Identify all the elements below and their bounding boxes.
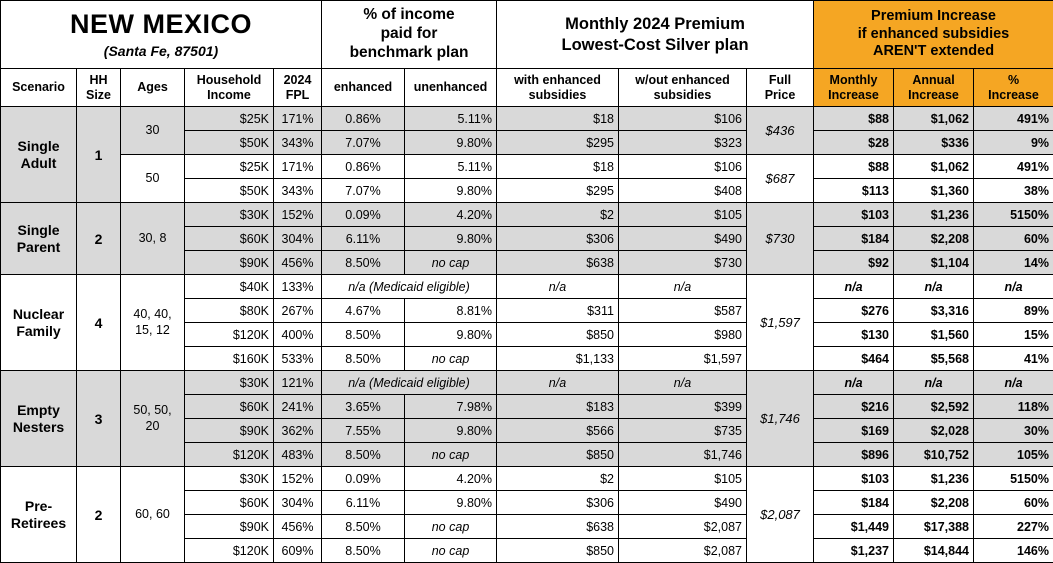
percent-increase-value: 89% <box>974 299 1053 323</box>
scenario-label: Pre- Retirees <box>1 467 77 563</box>
unenhanced-pct-value: 9.80% <box>405 491 497 515</box>
premium-with-enhanced-subsidies: $638 <box>497 251 619 275</box>
annual-increase-value: $10,752 <box>894 443 974 467</box>
unenhanced-pct-value: 9.80% <box>405 131 497 155</box>
annual-increase-value: $17,388 <box>894 515 974 539</box>
fpl-value: 533% <box>274 347 322 371</box>
percent-increase-value: 38% <box>974 179 1053 203</box>
percent-increase-value: 146% <box>974 539 1053 563</box>
monthly-increase-value: $88 <box>814 155 894 179</box>
header-scenario: Scenario <box>1 69 77 107</box>
premium-without-enhanced-subsidies: $2,087 <box>619 539 747 563</box>
fpl-value: 456% <box>274 515 322 539</box>
premium-with-enhanced-subsidies: $2 <box>497 203 619 227</box>
annual-increase-value: $1,062 <box>894 107 974 131</box>
hh-size-value: 1 <box>77 107 121 203</box>
full-price-value: $730 <box>747 203 814 275</box>
premium-without-enhanced-subsidies: $490 <box>619 227 747 251</box>
full-price-value: $1,746 <box>747 371 814 467</box>
premium-with-enhanced-subsidies: $311 <box>497 299 619 323</box>
fpl-value: 456% <box>274 251 322 275</box>
premium-with-enhanced-subsidies: $295 <box>497 131 619 155</box>
premium-without-enhanced-subsidies: $105 <box>619 467 747 491</box>
premium-with-enhanced-subsidies: $2 <box>497 467 619 491</box>
household-income-value: $80K <box>185 299 274 323</box>
ages-value: 30 <box>121 107 185 155</box>
header-unenhanced: unenhanced <box>405 69 497 107</box>
annual-increase-value: $2,208 <box>894 491 974 515</box>
premium-without-enhanced-subsidies: $1,597 <box>619 347 747 371</box>
percent-increase-value: 118% <box>974 395 1053 419</box>
annual-increase-value: $1,104 <box>894 251 974 275</box>
fpl-value: 171% <box>274 107 322 131</box>
full-price-value: $1,597 <box>747 275 814 371</box>
header-ages: Ages <box>121 69 185 107</box>
household-income-value: $60K <box>185 491 274 515</box>
table-row <box>1 107 1053 131</box>
monthly-increase-value: $276 <box>814 299 894 323</box>
full-price-value: $2,087 <box>747 467 814 563</box>
household-income-value: $120K <box>185 539 274 563</box>
percent-increase-value: 105% <box>974 443 1053 467</box>
premium-without-enhanced-subsidies: $980 <box>619 323 747 347</box>
unenhanced-pct-value: 5.11% <box>405 155 497 179</box>
monthly-increase-value: $184 <box>814 491 894 515</box>
enhanced-pct-value: 7.55% <box>322 419 405 443</box>
unenhanced-pct-value: 4.20% <box>405 203 497 227</box>
household-income-value: $30K <box>185 371 274 395</box>
medicaid-note: n/a (Medicaid eligible) <box>322 371 497 395</box>
full-price-value: $687 <box>747 155 814 203</box>
premium-without-enhanced-subsidies: $408 <box>619 179 747 203</box>
percent-increase-value: 227% <box>974 515 1053 539</box>
annual-increase-value: $2,208 <box>894 227 974 251</box>
percent-increase-value: 491% <box>974 107 1053 131</box>
household-income-value: $50K <box>185 179 274 203</box>
premium-with-enhanced-subsidies: $306 <box>497 227 619 251</box>
ages-value: 40, 40, 15, 12 <box>121 275 185 371</box>
enhanced-pct-value: 7.07% <box>322 179 405 203</box>
premium-without-enhanced-subsidies: $106 <box>619 107 747 131</box>
annual-increase-value: $1,360 <box>894 179 974 203</box>
monthly-increase-value: $1,449 <box>814 515 894 539</box>
premium-without-enhanced-subsidies: $735 <box>619 419 747 443</box>
ages-value: 60, 60 <box>121 467 185 563</box>
fpl-value: 483% <box>274 443 322 467</box>
annual-increase-value: $1,560 <box>894 323 974 347</box>
premium-without-enhanced-subsidies: $730 <box>619 251 747 275</box>
hh-size-value: 2 <box>77 467 121 563</box>
monthly-increase-value: $1,237 <box>814 539 894 563</box>
annual-increase-value: $336 <box>894 131 974 155</box>
premium-without-enhanced-subsidies: $399 <box>619 395 747 419</box>
enhanced-pct-value: 0.86% <box>322 155 405 179</box>
household-income-value: $25K <box>185 107 274 131</box>
header-fpl: 2024 FPL <box>274 69 322 107</box>
fpl-value: 121% <box>274 371 322 395</box>
unenhanced-pct-value: 9.80% <box>405 179 497 203</box>
fpl-value: 304% <box>274 227 322 251</box>
city-zip: (Santa Fe, 87501) <box>5 43 317 60</box>
banner-row <box>1 1 1053 69</box>
scenario-label: Single Parent <box>1 203 77 275</box>
enhanced-pct-value: 8.50% <box>322 443 405 467</box>
annual-increase-value: $3,316 <box>894 299 974 323</box>
header-monthly-increase: Monthly Increase <box>814 69 894 107</box>
header-without-enhanced-subsidies: w/out enhanced subsidies <box>619 69 747 107</box>
premium-with-enhanced-subsidies: $566 <box>497 419 619 443</box>
enhanced-pct-value: 8.50% <box>322 251 405 275</box>
household-income-value: $40K <box>185 275 274 299</box>
annual-increase-value: $1,062 <box>894 155 974 179</box>
premium-with-enhanced-subsidies: $306 <box>497 491 619 515</box>
percent-increase-value: 14% <box>974 251 1053 275</box>
premium-with-enhanced-subsidies: n/a <box>497 371 619 395</box>
fpl-value: 362% <box>274 419 322 443</box>
table-row <box>1 467 1053 491</box>
household-income-value: $30K <box>185 467 274 491</box>
household-income-value: $30K <box>185 203 274 227</box>
annual-increase-value: n/a <box>894 371 974 395</box>
household-income-value: $60K <box>185 227 274 251</box>
premium-with-enhanced-subsidies: n/a <box>497 275 619 299</box>
premium-with-enhanced-subsidies: $638 <box>497 515 619 539</box>
unenhanced-pct-value: 8.81% <box>405 299 497 323</box>
monthly-increase-value: n/a <box>814 371 894 395</box>
unenhanced-pct-value: no cap <box>405 251 497 275</box>
fpl-value: 152% <box>274 203 322 227</box>
unenhanced-pct-value: no cap <box>405 515 497 539</box>
hh-size-value: 3 <box>77 371 121 467</box>
household-income-value: $120K <box>185 323 274 347</box>
table-row <box>1 275 1053 299</box>
annual-increase-value: $14,844 <box>894 539 974 563</box>
column-header-row <box>1 69 1053 107</box>
header-full-price: Full Price <box>747 69 814 107</box>
enhanced-pct-value: 8.50% <box>322 539 405 563</box>
enhanced-pct-value: 8.50% <box>322 323 405 347</box>
state-name: NEW MEXICO <box>5 8 317 41</box>
scenario-label: Single Adult <box>1 107 77 203</box>
premium-without-enhanced-subsidies: $2,087 <box>619 515 747 539</box>
unenhanced-pct-value: 9.80% <box>405 227 497 251</box>
percent-increase-value: 9% <box>974 131 1053 155</box>
ages-value: 50, 50, 20 <box>121 371 185 467</box>
state-banner <box>1 1 322 69</box>
unenhanced-pct-value: no cap <box>405 443 497 467</box>
premium-with-enhanced-subsidies: $18 <box>497 155 619 179</box>
monthly-increase-value: $103 <box>814 203 894 227</box>
table-row <box>1 155 1053 179</box>
monthly-increase-value: $92 <box>814 251 894 275</box>
household-income-value: $160K <box>185 347 274 371</box>
enhanced-pct-value: 0.86% <box>322 107 405 131</box>
fpl-value: 343% <box>274 179 322 203</box>
monthly-increase-value: $130 <box>814 323 894 347</box>
premium-without-enhanced-subsidies: $587 <box>619 299 747 323</box>
annual-increase-value: n/a <box>894 275 974 299</box>
unenhanced-pct-value: no cap <box>405 347 497 371</box>
enhanced-pct-value: 6.11% <box>322 491 405 515</box>
percent-increase-value: n/a <box>974 371 1053 395</box>
scenario-label: Nuclear Family <box>1 275 77 371</box>
premium-without-enhanced-subsidies: $323 <box>619 131 747 155</box>
enhanced-pct-value: 0.09% <box>322 467 405 491</box>
premium-with-enhanced-subsidies: $850 <box>497 539 619 563</box>
enhanced-pct-value: 6.11% <box>322 227 405 251</box>
percent-increase-value: 60% <box>974 491 1053 515</box>
table-row <box>1 371 1053 395</box>
unenhanced-pct-value: 9.80% <box>405 419 497 443</box>
household-income-value: $90K <box>185 251 274 275</box>
medicaid-note: n/a (Medicaid eligible) <box>322 275 497 299</box>
premium-without-enhanced-subsidies: $1,746 <box>619 443 747 467</box>
full-price-value: $436 <box>747 107 814 155</box>
premium-without-enhanced-subsidies: $106 <box>619 155 747 179</box>
premium-without-enhanced-subsidies: n/a <box>619 371 747 395</box>
fpl-value: 400% <box>274 323 322 347</box>
annual-increase-value: $2,592 <box>894 395 974 419</box>
premium-without-enhanced-subsidies: $490 <box>619 491 747 515</box>
percent-increase-value: 491% <box>974 155 1053 179</box>
premium-with-enhanced-subsidies: $18 <box>497 107 619 131</box>
enhanced-pct-value: 7.07% <box>322 131 405 155</box>
annual-increase-value: $2,028 <box>894 419 974 443</box>
percent-increase-value: 15% <box>974 323 1053 347</box>
header-enhanced: enhanced <box>322 69 405 107</box>
monthly-increase-value: $113 <box>814 179 894 203</box>
increase-banner: Premium Increase if enhanced subsidies AREN'T extended <box>814 1 1053 69</box>
monthly-increase-value: $103 <box>814 467 894 491</box>
premium-without-enhanced-subsidies: $105 <box>619 203 747 227</box>
fpl-value: 171% <box>274 155 322 179</box>
monthly-increase-value: $896 <box>814 443 894 467</box>
fpl-value: 241% <box>274 395 322 419</box>
household-income-value: $50K <box>185 131 274 155</box>
header-hh-size: HH Size <box>77 69 121 107</box>
enhanced-pct-value: 4.67% <box>322 299 405 323</box>
enhanced-pct-value: 0.09% <box>322 203 405 227</box>
unenhanced-pct-value: 9.80% <box>405 323 497 347</box>
premium-with-enhanced-subsidies: $295 <box>497 179 619 203</box>
enhanced-pct-value: 8.50% <box>322 515 405 539</box>
unenhanced-pct-value: 4.20% <box>405 467 497 491</box>
benchmark-banner: % of income paid for benchmark plan <box>322 1 497 69</box>
header-household-income: Household Income <box>185 69 274 107</box>
premium-with-enhanced-subsidies: $850 <box>497 443 619 467</box>
monthly-increase-value: n/a <box>814 275 894 299</box>
unenhanced-pct-value: 5.11% <box>405 107 497 131</box>
fpl-value: 304% <box>274 491 322 515</box>
fpl-value: 133% <box>274 275 322 299</box>
scenario-label: Empty Nesters <box>1 371 77 467</box>
hh-size-value: 4 <box>77 275 121 371</box>
table-body <box>1 1 1053 563</box>
premium-without-enhanced-subsidies: n/a <box>619 275 747 299</box>
unenhanced-pct-value: no cap <box>405 539 497 563</box>
header-annual-increase: Annual Increase <box>894 69 974 107</box>
monthly-increase-value: $216 <box>814 395 894 419</box>
ages-value: 50 <box>121 155 185 203</box>
fpl-value: 267% <box>274 299 322 323</box>
hh-size-value: 2 <box>77 203 121 275</box>
annual-increase-value: $5,568 <box>894 347 974 371</box>
percent-increase-value: 5150% <box>974 467 1053 491</box>
header-percent-increase: % Increase <box>974 69 1053 107</box>
enhanced-pct-value: 8.50% <box>322 347 405 371</box>
household-income-value: $120K <box>185 443 274 467</box>
premium-with-enhanced-subsidies: $850 <box>497 323 619 347</box>
enhanced-pct-value: 3.65% <box>322 395 405 419</box>
percent-increase-value: 60% <box>974 227 1053 251</box>
fpl-value: 152% <box>274 467 322 491</box>
monthly-increase-value: $464 <box>814 347 894 371</box>
monthly-increase-value: $88 <box>814 107 894 131</box>
household-income-value: $90K <box>185 515 274 539</box>
percent-increase-value: 30% <box>974 419 1053 443</box>
premium-with-enhanced-subsidies: $183 <box>497 395 619 419</box>
unenhanced-pct-value: 7.98% <box>405 395 497 419</box>
fpl-value: 343% <box>274 131 322 155</box>
premium-with-enhanced-subsidies: $1,133 <box>497 347 619 371</box>
percent-increase-value: 41% <box>974 347 1053 371</box>
household-income-value: $60K <box>185 395 274 419</box>
table-row <box>1 203 1053 227</box>
ages-value: 30, 8 <box>121 203 185 275</box>
monthly-increase-value: $184 <box>814 227 894 251</box>
premium-banner: Monthly 2024 Premium Lowest-Cost Silver plan <box>497 1 814 69</box>
percent-increase-value: n/a <box>974 275 1053 299</box>
annual-increase-value: $1,236 <box>894 467 974 491</box>
percent-increase-value: 5150% <box>974 203 1053 227</box>
header-with-enhanced-subsidies: with enhanced subsidies <box>497 69 619 107</box>
fpl-value: 609% <box>274 539 322 563</box>
household-income-value: $90K <box>185 419 274 443</box>
monthly-increase-value: $169 <box>814 419 894 443</box>
annual-increase-value: $1,236 <box>894 203 974 227</box>
monthly-increase-value: $28 <box>814 131 894 155</box>
household-income-value: $25K <box>185 155 274 179</box>
